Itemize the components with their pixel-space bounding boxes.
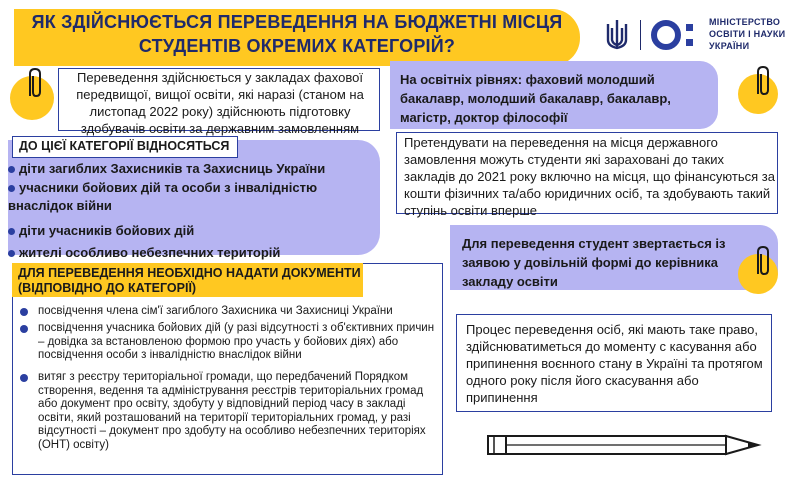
paperclip-icon — [24, 66, 46, 100]
paperclip-icon — [752, 64, 774, 98]
bullet-icon — [8, 228, 15, 235]
list-item: діти загиблих Захисників та Захисниць України — [8, 160, 380, 179]
list-item: посвідчення учасника бойових дій (у разі відсутності з об'єктивних причин – довідка за встановленою формою про участь у бойових діях) або посвідчення особи з інвалідністю внаслідок війни — [20, 322, 438, 363]
bullet-icon — [8, 185, 15, 192]
list-item: жителі особливо небезпечних територій — [8, 244, 380, 263]
bullet-icon — [8, 250, 15, 257]
eligibility-text: Претендувати на переведення на місця державного замовлення можуть студенти які зараховані до таких закладів до 2021 року включно на місця, що фінансуються за кошти фізичних та/або юридичних осіб, та здобувають такий ступінь освіти вперше — [404, 135, 775, 218]
intro-text: Переведення здійснюється у закладах фахової передвищої, вищої освіти, які наразі (станом на листопад 2022 року) здійснюють підготовку здобувачів освіти за державним замовленням — [76, 70, 364, 136]
list-item: діти учасників бойових дій — [8, 222, 380, 241]
documents-heading: ДЛЯ ПЕРЕВЕДЕННЯ НЕОБХІДНО НАДАТИ ДОКУМЕНТИ (ВІДПОВІДНО ДО КАТЕГОРІЇ) — [12, 263, 363, 297]
list-item: учасники бойових дій та особи з інвалідністю внаслідок війни — [8, 179, 318, 213]
apply-text: Для переведення студент звертається із заявою у довільній формі до керівника закладу освіти — [462, 236, 726, 289]
ministry-logo-icon — [650, 18, 702, 52]
bullet-icon — [20, 325, 28, 333]
logo-divider — [640, 20, 641, 50]
pencil-icon — [486, 424, 766, 464]
paperclip-icon — [752, 244, 774, 278]
trident-icon — [604, 18, 630, 52]
page-title: ЯК ЗДІЙСНЮЄТЬСЯ ПЕРЕВЕДЕННЯ НА БЮДЖЕТНІ МІСЦЯ СТУДЕНТІВ ОКРЕМИХ КАТЕГОРІЙ? — [31, 12, 563, 56]
list-item: посвідчення члена сім'ї загиблого Захисника чи Захисниці України — [20, 305, 438, 319]
categories-heading: ДО ЦІЄЇ КАТЕГОРІЇ ВІДНОСЯТЬСЯ — [12, 136, 238, 158]
categories-list — [8, 160, 380, 263]
bullet-icon — [8, 166, 15, 173]
bullet-icon — [20, 308, 28, 316]
list-item: витяг з реєстру територіальної громади, що передбачений Порядком створення, ведення та адміністрування реєстрів територіальних громад або документ про освіту, здобуту у відповідний період часу в закладі освіти, який розташований на території територіальних громад, у разі відсутності – документ про здобуту на особливо небезпечних територіях (ОНТ) освіту) — [20, 371, 438, 452]
levels-text: На освітніх рівнях: фаховий молодший бакалавр, молодший бакалавр, бакалавр, магістр, доктор філософії — [400, 72, 671, 125]
ministry-name: МІНІСТЕРСТВО ОСВІТИ І НАУКИ УКРАЇНИ — [709, 17, 786, 51]
process-text: Процес переведення осіб, які мають таке право, здійснюватиметься до моменту с касування або припинення воєнного стану в Україні та протягом одного року після його скасування або припинення — [466, 322, 763, 405]
bullet-icon — [20, 374, 28, 382]
